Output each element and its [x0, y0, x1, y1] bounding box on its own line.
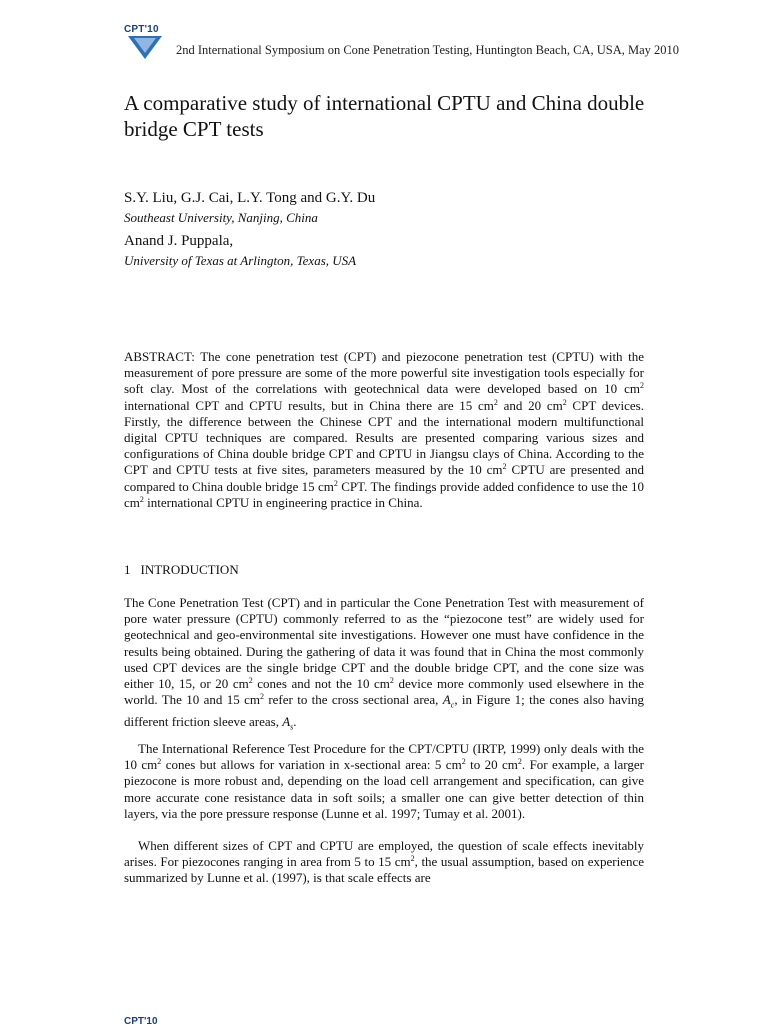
conference-logo [124, 24, 164, 60]
section-number: 1 [124, 562, 131, 577]
abstract: ABSTRACT: The cone penetration test (CPT) and piezocone penetration test (CPTU) with the measurement of pore pressure are some of the more powerful site investigation tools especially for soft clay. Most of the correlations with geotechnical data were developed based on 10 $cm^2$ international CPT and CPTU results, but in China there are 15 $cm^2$ and 20 $cm^2$ CPT devices. Firstly, the difference between the Chinese CPT and the international modern multifunctional digital CPTU techniques are compared. Results are presented comparing various sizes and configurations of China double bridge CPT and CPTU in Jiangsu clays of China. According to the CPT and CPTU tests at five sites, parameters measured by the 10 $cm^2$ CPTU are presented and compared to China double bridge 15 $cm^2$ CPT. The findings provide added confidence to use the 10 $cm^2$ international CPTU in engineering practice in China. [124, 349, 645, 510]
affiliation-1: Southeast University, Nanjing, China [124, 210, 318, 225]
affiliation-2: University of Texas at Arlington, Texas, USA [124, 253, 357, 268]
triangle-logo-icon [128, 34, 162, 60]
conference-header: 2nd International Symposium on Cone Penetration Testing, Huntington Beach, CA, USA, May 2010 [176, 43, 680, 57]
intro-paragraph-1: The Cone Penetration Test (CPT) and in particular the Cone Penetration Test with measurement of pore water pressure (CPTU) commonly referred to as the “piezocone test” are widely used for geotechnical and geo-environmental site investigations. However one must have confidence in the results being obtained. During the gathering of data it was found that in China the most commonly used CPT devices are the single bridge CPT and the double bridge CPT, and the cone size was either 10, 15, or 20 $cm^2$ cones and not the 10 $cm^2$ device more commonly used elsewhere in the world. The 10 and 15 $cm^2$ refer to the cross sectional area, $A_c$, in Figure 1; the cones also having different friction sleeve areas, $A_s$. [124, 595, 645, 732]
intro-paragraph-3: When different sizes of CPT and CPTU are employed, the question of scale effects inevitably arises. For piezocones ranging in area from 5 to 15 $cm^2$, the usual assumption, based on experience summarized by Lunne et al. (1997), is that scale effects are [124, 838, 645, 886]
section-title: INTRODUCTION [140, 562, 239, 577]
intro-paragraph-2: The International Reference Test Procedure for the CPT/CPTU (IRTP, 1999) only deals with the 10 $cm^2$ cones but allows for variation in x-sectional area: 5 $cm^2$ to 20 $cm^2$. For example, a larger piezocone is more robust and, depending on the load cell arrangement and specification, can give more accurate cone resistance data in soft soils; a smaller one can give better detection of thin layers, via the pore pressure response (Lunne et al. 1997; Tumay et al. 2001). [124, 741, 644, 821]
logo-text: CPT'10 [124, 24, 159, 35]
paper-title: A comparative study of international CPTU and China double bridge CPT tests [124, 91, 645, 141]
authors-line-2: Anand J. Puppala, [124, 233, 234, 249]
section-heading-introduction [124, 562, 239, 578]
authors-line-1: S.Y. Liu, G.J. Cai, L.Y. Tong and G.Y. Du [124, 190, 376, 206]
footer-logo: CPT'10 [124, 1016, 158, 1027]
